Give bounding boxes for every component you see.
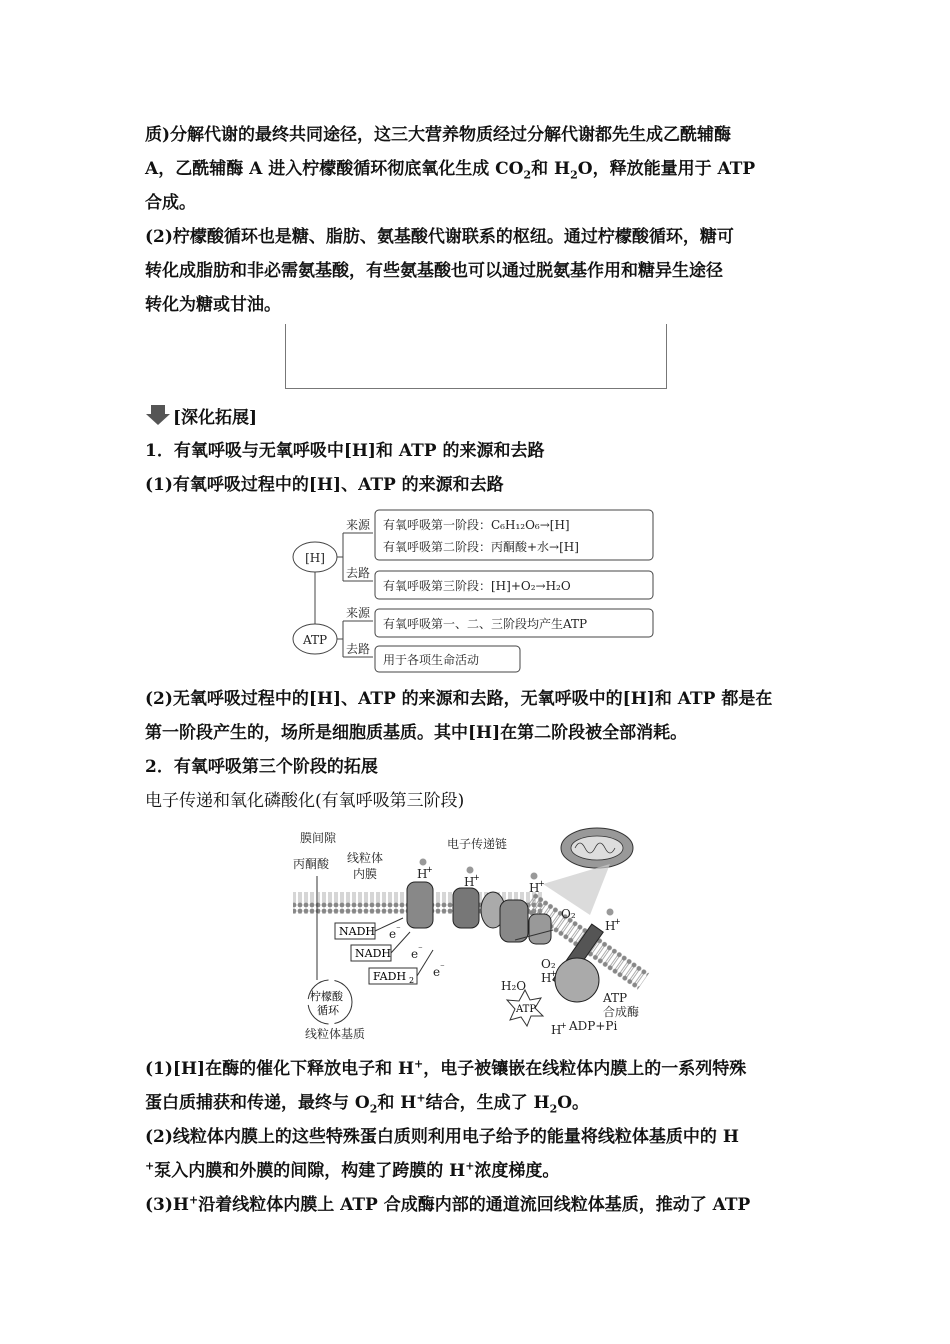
inner-membrane-label-2: 内膜 <box>353 867 378 881</box>
atp-dest-text: 用于各项生命活动 <box>383 653 480 667</box>
h2o-subscript: 2 <box>570 168 578 182</box>
point2-line-2: 转化成脂肪和非必需氨基酸，有些氨基酸也可以通过脱氨基作用和糖异生途径 <box>145 261 723 281</box>
topic1b-paragraph <box>145 682 810 750</box>
h-plus-6: + <box>560 1021 567 1030</box>
explain-p2-line-2 <box>145 1154 810 1188</box>
h-plus-3: + <box>538 879 545 888</box>
intermembrane-label: 膜间隙 <box>300 831 337 845</box>
matrix-label: 线粒体基质 <box>305 1027 366 1041</box>
point2-line-3: 转化为糖或甘油。 <box>145 295 281 315</box>
explain-p1e: 2 <box>369 1102 378 1116</box>
electron-minus-1: ⁻ <box>396 925 401 935</box>
h-node-label: [H] <box>305 551 325 565</box>
pyruvate-label: 丙酮酸 <box>293 857 330 871</box>
intro-line-2e: O，释放能量用于 ATP <box>577 159 756 179</box>
atp-node-label: ATP <box>302 633 328 647</box>
explain-p1c: ，电子被镶嵌在线粒体内膜上的一系列特殊 <box>423 1059 747 1079</box>
explain-p2b: + <box>145 1159 155 1173</box>
explain-p1g: + <box>416 1091 426 1105</box>
atp-synthase-label-1: ATP <box>603 991 628 1005</box>
h-atp-diagram <box>285 505 665 675</box>
inner-membrane-label-1: 线粒体 <box>347 851 384 865</box>
h-dest-text: 有氧呼吸第三阶段：[H]+O₂→H₂O <box>383 579 571 593</box>
h-label-5: H <box>541 971 552 985</box>
explain-p1b: + <box>414 1057 424 1071</box>
explain-p3-line-1 <box>145 1188 810 1222</box>
section-heading <box>145 398 257 432</box>
topic1b-line-2: 第一阶段产生的，场所是细胞质基质。其中[H]在第二阶段被全部消耗。 <box>145 723 688 743</box>
explain-p1-line-1 <box>145 1052 810 1086</box>
h-label-6: H <box>551 1023 562 1037</box>
electron-minus-3: ⁻ <box>440 963 445 973</box>
intro-line-2a: A，乙酰辅酶 A 进入柠檬酸循环彻底氧化生成 CO <box>145 159 524 179</box>
explain-p3c: 沿着线粒体内膜上 ATP 合成酶内部的通道流回线粒体基质，推动了 ATP <box>198 1195 751 1215</box>
explain-p2e: 浓度梯度。 <box>474 1161 560 1181</box>
topic2-block <box>145 750 810 818</box>
h2o-label: H₂O <box>501 979 527 993</box>
explain-p1h: 结合，生成了 H <box>425 1093 550 1113</box>
nadh-label-2: NADH <box>355 947 391 960</box>
point2-line-1: (2)柠檬酸循环也是糖、脂肪、氨基酸代谢联系的枢纽。通过柠檬酸循环，糖可 <box>145 227 734 247</box>
electron-2: e <box>411 947 419 961</box>
topic1b-line-1: (2)无氧呼吸过程中的[H]、ATP 的来源和去路，无氧呼吸中的[H]和 ATP 都是在 <box>145 689 773 709</box>
intro-line-2c: 和 H <box>531 159 571 179</box>
point2-paragraph <box>145 220 810 322</box>
co2-subscript: 2 <box>523 168 532 182</box>
topic1-heading: 1．有氧呼吸与无氧呼吸中[H]和 ATP 的来源和去路 <box>145 441 545 461</box>
topic1-block <box>145 434 810 502</box>
explain-p2c: 泵入内膜和外膜的间隙，构建了跨膜的 H <box>154 1161 466 1181</box>
explain-p2-line-1: (2)线粒体内膜上的这些特殊蛋白质则利用电子给予的能量将线粒体基质中的 H <box>145 1127 739 1147</box>
electron-3: e <box>433 965 441 979</box>
explain-p1-line-2 <box>145 1086 810 1120</box>
h-source-2: 有氧呼吸第二阶段：丙酮酸+水→[H] <box>383 540 579 554</box>
h-plus-4: + <box>614 917 621 926</box>
nadh-label-1: NADH <box>339 925 375 938</box>
o2-label: O₂ <box>541 957 556 971</box>
citric-label-2: 循环 <box>317 1004 339 1017</box>
arrow-down-icon <box>145 404 171 426</box>
citric-label-1: 柠檬酸 <box>310 990 343 1003</box>
h-label-4: H <box>605 919 616 933</box>
atp-synthase-label-2: 合成酶 <box>603 1005 640 1019</box>
explain-p2d: + <box>465 1159 475 1173</box>
h-plus-1: + <box>426 865 433 874</box>
h-label-2: H <box>464 875 475 889</box>
explain-p1d: 蛋白质捕获和传递，最终与 O <box>145 1093 370 1113</box>
explain-p3b: + <box>188 1193 199 1207</box>
h-plus-5: + <box>550 969 557 978</box>
intro-paragraph <box>145 118 810 220</box>
explain-p3a: (3)H <box>145 1195 189 1215</box>
h-label-1: H <box>417 867 428 881</box>
h-source-label: 来源 <box>346 518 371 532</box>
atp-source-text: 有氧呼吸第一、二、三阶段均产生ATP <box>383 617 588 631</box>
electron-minus-2: ⁻ <box>418 945 423 955</box>
section-title: [深化拓展] <box>173 407 258 428</box>
explain-block <box>145 1052 810 1222</box>
fadh-sub: 2 <box>409 976 415 985</box>
explain-p1i: 2 <box>549 1102 558 1116</box>
intro-line-1: 质)分解代谢的最终共同途径，这三大营养物质经过分解代谢都先生成乙酰辅酶 <box>145 125 732 145</box>
h-label-3: H <box>529 881 540 895</box>
adp-label: ADP+Pi <box>569 1019 618 1033</box>
h-source-1: 有氧呼吸第一阶段：C₆H₁₂O₆→[H] <box>383 518 570 532</box>
intro-line-2 <box>145 152 810 186</box>
o2-label-top: O₂ <box>561 907 576 921</box>
explain-p1j: O。 <box>557 1093 590 1113</box>
h-dest-label: 去路 <box>346 566 371 580</box>
etc-label: 电子传递链 <box>447 837 508 851</box>
topic1-sub1: (1)有氧呼吸过程中的[H]、ATP 的来源和去路 <box>145 475 504 495</box>
h-plus-2: + <box>473 873 480 882</box>
electron-transport-diagram <box>285 820 665 1045</box>
fadh-label: FADH <box>373 970 407 983</box>
atp-source-label: 来源 <box>346 606 371 620</box>
explain-p1a: (1)[H]在酶的催化下释放电子和 H <box>145 1059 415 1079</box>
intro-line-3: 合成。 <box>145 193 196 213</box>
mitochondrion-icon <box>543 828 633 915</box>
atp-burst-label: ATP <box>516 1004 537 1015</box>
topic2-heading: 2．有氧呼吸第三个阶段的拓展 <box>145 757 378 777</box>
explain-p1f: 和 H <box>377 1093 417 1113</box>
topic2-sub: 电子传递和氧化磷酸化(有氧呼吸第三阶段) <box>145 791 465 811</box>
atp-dest-label: 去路 <box>346 642 371 656</box>
electron-1: e <box>389 927 397 941</box>
empty-frame <box>285 324 667 389</box>
